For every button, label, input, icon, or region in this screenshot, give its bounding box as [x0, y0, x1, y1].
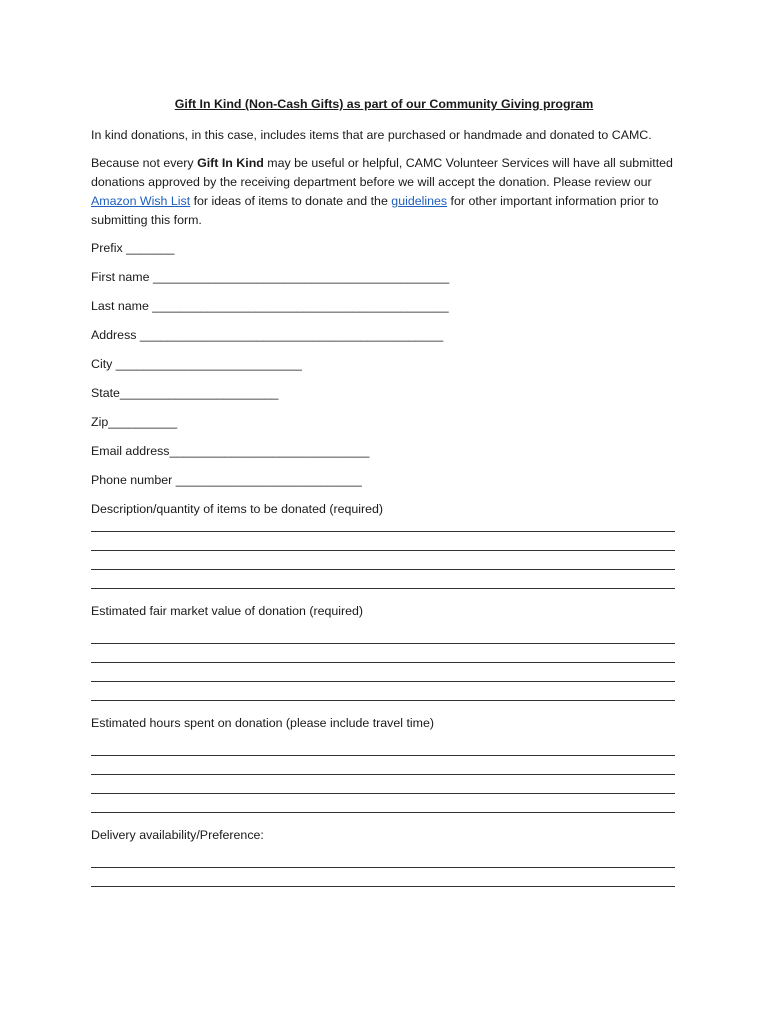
value-line[interactable]	[91, 625, 675, 644]
delivery-line[interactable]	[91, 849, 675, 868]
para-text-4: for other important information prior to submitting this form.	[91, 194, 659, 227]
hours-line[interactable]	[91, 794, 675, 813]
hours-line[interactable]	[91, 756, 675, 775]
value-line[interactable]	[91, 663, 675, 682]
hours-label: Estimated hours spent on donation (please include travel time)	[91, 716, 434, 730]
description-label: Description/quantity of items to be donated (required)	[91, 502, 384, 516]
intro-text: In kind donations, in this case, includes items that are purchased or handmade and donated to CAMC.	[91, 128, 652, 142]
value-lines[interactable]	[91, 625, 677, 701]
guidelines-link[interactable]: guidelines	[391, 194, 448, 208]
para-text-2: may be useful or helpful, CAMC Volunteer Services will have all submitted donations approved by the receiving department before we will accept the donation. Please review our	[91, 156, 673, 189]
para-text-3: for ideas of items to donate and the	[190, 194, 392, 208]
first-name-field[interactable]: First name ___________________________________________	[91, 270, 450, 284]
approval-paragraph	[91, 154, 677, 230]
last-name-field[interactable]: Last name ___________________________________________	[91, 299, 449, 313]
form-title: Gift In Kind (Non-Cash Gifts) as part of our Community Giving program	[174, 97, 594, 111]
gift-in-kind-bold: Gift In Kind	[197, 156, 264, 170]
delivery-label: Delivery availability/Preference:	[91, 828, 264, 842]
description-lines[interactable]	[91, 513, 677, 589]
hours-line[interactable]	[91, 775, 675, 794]
state-field[interactable]: State_______________________	[91, 386, 279, 400]
city-field[interactable]: City ___________________________	[91, 357, 302, 371]
form-content	[91, 96, 677, 901]
email-field[interactable]: Email address_____________________________	[91, 444, 370, 458]
value-line[interactable]	[91, 644, 675, 663]
value-label: Estimated fair market value of donation (required)	[91, 604, 364, 618]
value-line[interactable]	[91, 682, 675, 701]
description-line[interactable]	[91, 570, 675, 589]
para-text-1: Because not every	[91, 156, 198, 170]
phone-field[interactable]: Phone number ___________________________	[91, 473, 362, 487]
address-field[interactable]: Address ____________________________________________	[91, 328, 444, 342]
description-line[interactable]	[91, 551, 675, 570]
description-line[interactable]	[91, 532, 675, 551]
amazon-wish-list-link[interactable]: Amazon Wish List	[91, 194, 191, 208]
delivery-lines[interactable]	[91, 849, 677, 887]
hours-lines[interactable]	[91, 737, 677, 813]
delivery-line[interactable]	[91, 868, 675, 887]
zip-field[interactable]: Zip__________	[91, 415, 178, 429]
prefix-field[interactable]: Prefix _______	[91, 241, 175, 255]
hours-line[interactable]	[91, 737, 675, 756]
